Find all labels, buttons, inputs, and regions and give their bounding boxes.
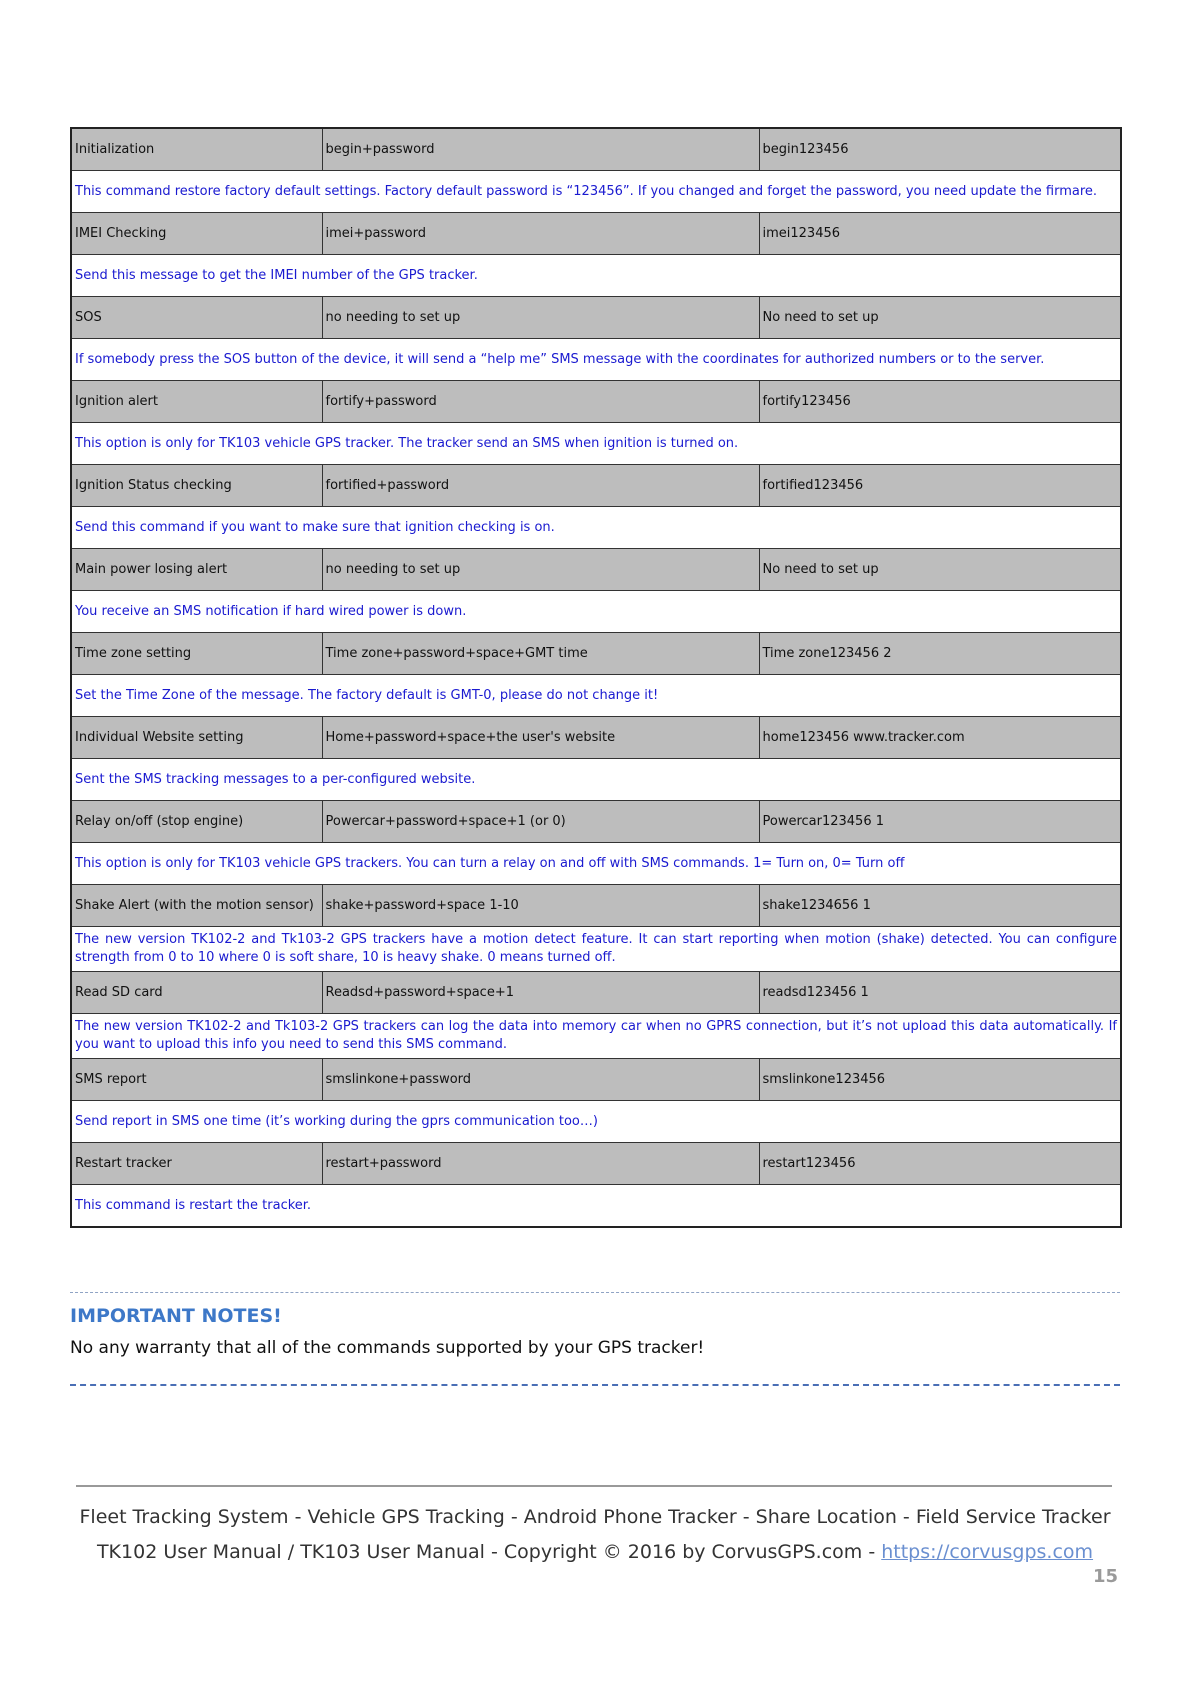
description-row (71, 1101, 1121, 1143)
command-syntax: Powercar+password+space+1 (or 0) (322, 801, 759, 843)
command-syntax: no needing to set up (322, 549, 759, 591)
description-row (71, 843, 1121, 885)
command-example: fortified123456 (759, 465, 1121, 507)
command-description: Set the Time Zone of the message. The factory default is GMT-0, please do not change it! (71, 675, 1121, 717)
command-feature: Initialization (71, 128, 322, 171)
command-row-sos (71, 297, 1121, 339)
description-row (71, 675, 1121, 717)
command-description: Send this command if you want to make sure that ignition checking is on. (71, 507, 1121, 549)
description-row (71, 507, 1121, 549)
command-syntax: fortify+password (322, 381, 759, 423)
description-row (71, 171, 1121, 213)
command-syntax: Home+password+space+the user's website (322, 717, 759, 759)
command-row-main-power (71, 549, 1121, 591)
description-row (71, 927, 1121, 972)
command-example: shake1234656 1 (759, 885, 1121, 927)
command-description: Send this message to get the IMEI number of the GPS tracker. (71, 255, 1121, 297)
command-description: Sent the SMS tracking messages to a per-configured website. (71, 759, 1121, 801)
command-example: fortify123456 (759, 381, 1121, 423)
description-row (71, 759, 1121, 801)
command-example: imei123456 (759, 213, 1121, 255)
command-row-read-sd (71, 972, 1121, 1014)
command-example: No need to set up (759, 297, 1121, 339)
command-description: The new version TK102-2 and Tk103-2 GPS trackers can log the data into memory car when no GPRS connection, but it’s not upload this data automatically. If you want to upload this info you need to send this SMS command. (71, 1014, 1121, 1059)
command-feature: Ignition Status checking (71, 465, 322, 507)
command-syntax: imei+password (322, 213, 759, 255)
command-row-sms-report (71, 1059, 1121, 1101)
command-example: home123456 www.tracker.com (759, 717, 1121, 759)
description-row (71, 339, 1121, 381)
command-feature: Shake Alert (with the motion sensor) (71, 885, 322, 927)
command-feature: Restart tracker (71, 1143, 322, 1185)
command-syntax: restart+password (322, 1143, 759, 1185)
command-description: This option is only for TK103 vehicle GPS trackers. You can turn a relay on and off with SMS commands. 1= Turn on, 0= Turn off (71, 843, 1121, 885)
command-feature: Read SD card (71, 972, 322, 1014)
command-row-relay (71, 801, 1121, 843)
description-row (71, 1185, 1121, 1228)
command-row-initialization (71, 128, 1121, 171)
commands-table (70, 127, 1122, 1228)
description-row (71, 255, 1121, 297)
command-example: Powercar123456 1 (759, 801, 1121, 843)
command-syntax: begin+password (322, 128, 759, 171)
command-description: This option is only for TK103 vehicle GPS tracker. The tracker send an SMS when ignition is turned on. (71, 423, 1121, 465)
command-row-restart (71, 1143, 1121, 1185)
footer-tagline: Fleet Tracking System - Vehicle GPS Tracking - Android Phone Tracker - Share Location - Field Service Tracker (79, 1506, 1111, 1528)
command-feature: Time zone setting (71, 633, 322, 675)
command-description: The new version TK102-2 and Tk103-2 GPS trackers have a motion detect feature. It can start reporting when motion (shake) detected. You can configure strength from 0 to 10 where 0 is soft share, 10 is heavy shake. 0 means turned off. (71, 927, 1121, 972)
command-feature: SMS report (71, 1059, 322, 1101)
command-example: Time zone123456 2 (759, 633, 1121, 675)
command-syntax: no needing to set up (322, 297, 759, 339)
footer-copyright-text: TK102 User Manual / TK103 User Manual - Copyright © 2016 by CorvusGPS.com - (96, 1541, 882, 1563)
command-row-website (71, 717, 1121, 759)
command-row-ignition-status (71, 465, 1121, 507)
notes-top-divider (70, 1292, 1120, 1293)
command-syntax: fortified+password (322, 465, 759, 507)
footer-copyright (0, 1541, 1190, 1563)
command-example: begin123456 (759, 128, 1121, 171)
command-example: smslinkone123456 (759, 1059, 1121, 1101)
description-row (71, 1014, 1121, 1059)
command-feature: Main power losing alert (71, 549, 322, 591)
website-link[interactable]: https://corvusgps.com (881, 1541, 1094, 1563)
command-description: This command is restart the tracker. (71, 1185, 1121, 1228)
footer-divider (76, 1485, 1112, 1487)
command-feature: IMEI Checking (71, 213, 322, 255)
command-row-time-zone (71, 633, 1121, 675)
command-description: If somebody press the SOS button of the device, it will send a “help me” SMS message with the coordinates for authorized numbers or to the server. (71, 339, 1121, 381)
command-description: This command restore factory default settings. Factory default password is “123456”. If you changed and forget the password, you need update the firmare. (71, 171, 1121, 213)
important-notes-text: No any warranty that all of the commands supported by your GPS tracker! (70, 1338, 705, 1358)
command-example: No need to set up (759, 549, 1121, 591)
command-feature: Relay on/off (stop engine) (71, 801, 322, 843)
command-description: Send report in SMS one time (it’s working during the gprs communication too…) (71, 1101, 1121, 1143)
description-row (71, 591, 1121, 633)
command-syntax: smslinkone+password (322, 1059, 759, 1101)
command-feature: Individual Website setting (71, 717, 322, 759)
command-description: You receive an SMS notification if hard wired power is down. (71, 591, 1121, 633)
command-example: restart123456 (759, 1143, 1121, 1185)
command-feature: Ignition alert (71, 381, 322, 423)
command-syntax: Time zone+password+space+GMT time (322, 633, 759, 675)
command-syntax: shake+password+space 1-10 (322, 885, 759, 927)
command-row-shake-alert (71, 885, 1121, 927)
description-row (71, 423, 1121, 465)
command-row-ignition-alert (71, 381, 1121, 423)
command-example: readsd123456 1 (759, 972, 1121, 1014)
command-row-imei-checking (71, 213, 1121, 255)
page-number: 15 (1092, 1566, 1118, 1587)
notes-bottom-divider (70, 1384, 1120, 1386)
command-feature: SOS (71, 297, 322, 339)
command-syntax: Readsd+password+space+1 (322, 972, 759, 1014)
important-notes-title: IMPORTANT NOTES! (70, 1305, 282, 1327)
